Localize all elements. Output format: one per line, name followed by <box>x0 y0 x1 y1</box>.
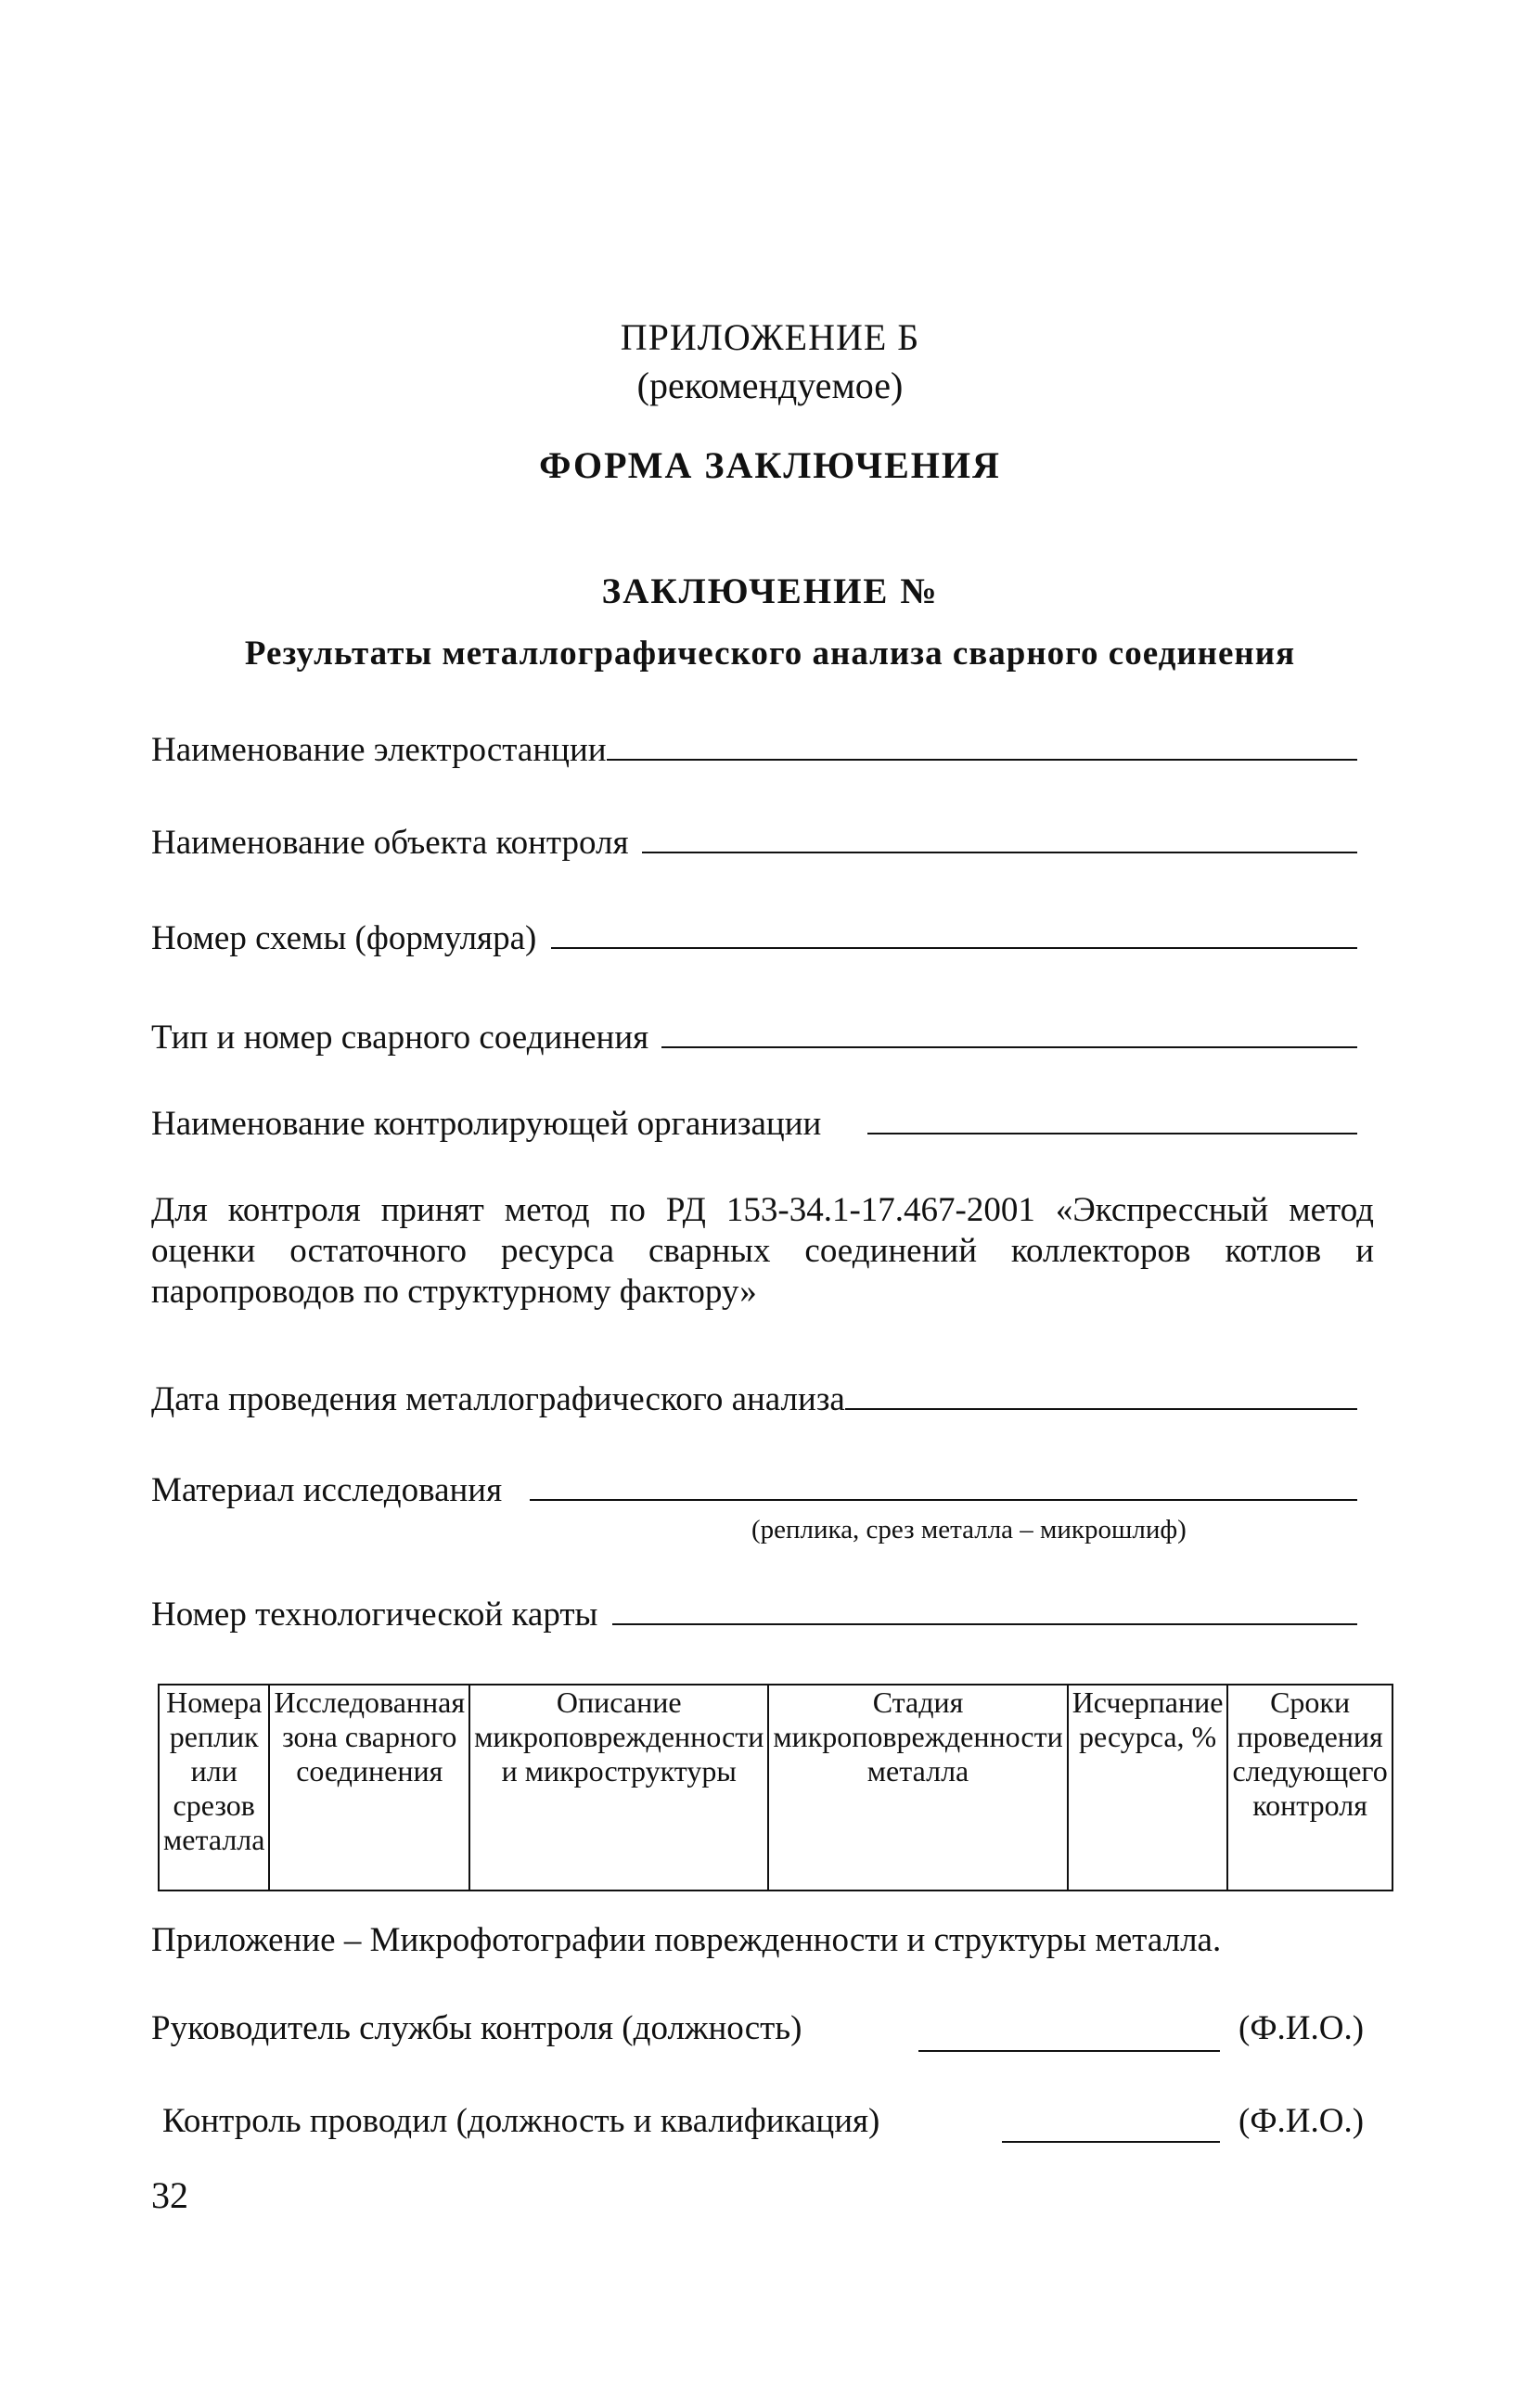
scheme-number-field <box>151 912 1357 958</box>
power-plant-blank <box>607 759 1357 761</box>
tech-card-blank <box>612 1623 1357 1625</box>
appendix-status: (рекомендуемое) <box>636 365 904 406</box>
scheme-number-label: Номер схемы (формуляра) <box>151 919 537 957</box>
appendix-note: Приложение – Микрофотографии поврежденности и структуры металла. <box>151 1921 1222 1959</box>
header-cell-next-control: Сроки проведения следующего контроля <box>1227 1685 1392 1891</box>
control-object-label: Наименование объекта контроля <box>151 824 629 862</box>
material-field <box>151 1464 1357 1510</box>
header-cell-zone: Исследованная зона сварного соединения <box>269 1685 469 1891</box>
analysis-date-field <box>151 1373 1357 1419</box>
control-org-blank <box>867 1133 1357 1134</box>
material-blank <box>530 1499 1357 1501</box>
control-org-field <box>151 1097 1357 1144</box>
inspector-signature-blank <box>1002 2141 1220 2143</box>
control-org-label: Наименование контролирующей организации <box>151 1105 822 1143</box>
results-title: Результаты металлографического анализа сварного соединения <box>244 634 1296 673</box>
tech-card-field <box>151 1588 1357 1634</box>
tech-card-label: Номер технологической карты <box>151 1596 598 1634</box>
inspector-label: Контроль проводил (должность и квалификация) <box>162 2102 880 2140</box>
material-hint: (реплика, срез металла – микрошлиф) <box>751 1515 1187 1544</box>
header-cell-replica-numbers: Номера реплик или срезов металла <box>159 1685 269 1891</box>
header-cell-resource: Исчерпание ресурса, % <box>1068 1685 1228 1891</box>
conclusion-title: ЗАКЛЮЧЕНИЕ № <box>601 571 939 611</box>
material-label: Материал исследования <box>151 1471 503 1509</box>
power-plant-label: Наименование электростанции <box>151 731 607 769</box>
power-plant-field <box>151 724 1357 770</box>
inspector-fio: (Ф.И.О.) <box>1238 2102 1365 2140</box>
joint-type-label: Тип и номер сварного соединения <box>151 1019 649 1057</box>
head-signature-blank <box>918 2050 1220 2052</box>
head-fio: (Ф.И.О.) <box>1238 2009 1365 2047</box>
method-paragraph: Для контроля принят метод по РД 153-34.1-17.467-2001 «Экспресcный метод оценки остаточного ресурса сварных соединений коллекторов котлов и паропроводов по структурному фактору» <box>151 1191 1374 1311</box>
control-object-field <box>151 816 1357 863</box>
table-header-row <box>159 1685 1392 1891</box>
scheme-number-blank <box>551 947 1357 949</box>
header-cell-stage: Стадия микроповрежденности металла <box>768 1685 1067 1891</box>
analysis-date-blank <box>845 1408 1357 1410</box>
results-table <box>158 1684 1393 1891</box>
form-title: ФОРМА ЗАКЛЮЧЕНИЯ <box>539 444 1001 486</box>
header-cell-description: Описание микроповрежденности и микроструктуры <box>469 1685 768 1891</box>
page-number: 32 <box>151 2174 188 2216</box>
analysis-date-label: Дата проведения металлографического анализа <box>151 1380 845 1418</box>
appendix-title: ПРИЛОЖЕНИЕ Б <box>620 316 920 358</box>
joint-type-field <box>151 1011 1357 1057</box>
head-label: Руководитель службы контроля (должность) <box>151 2009 802 2047</box>
control-object-blank <box>642 852 1357 853</box>
joint-type-blank <box>661 1046 1357 1048</box>
